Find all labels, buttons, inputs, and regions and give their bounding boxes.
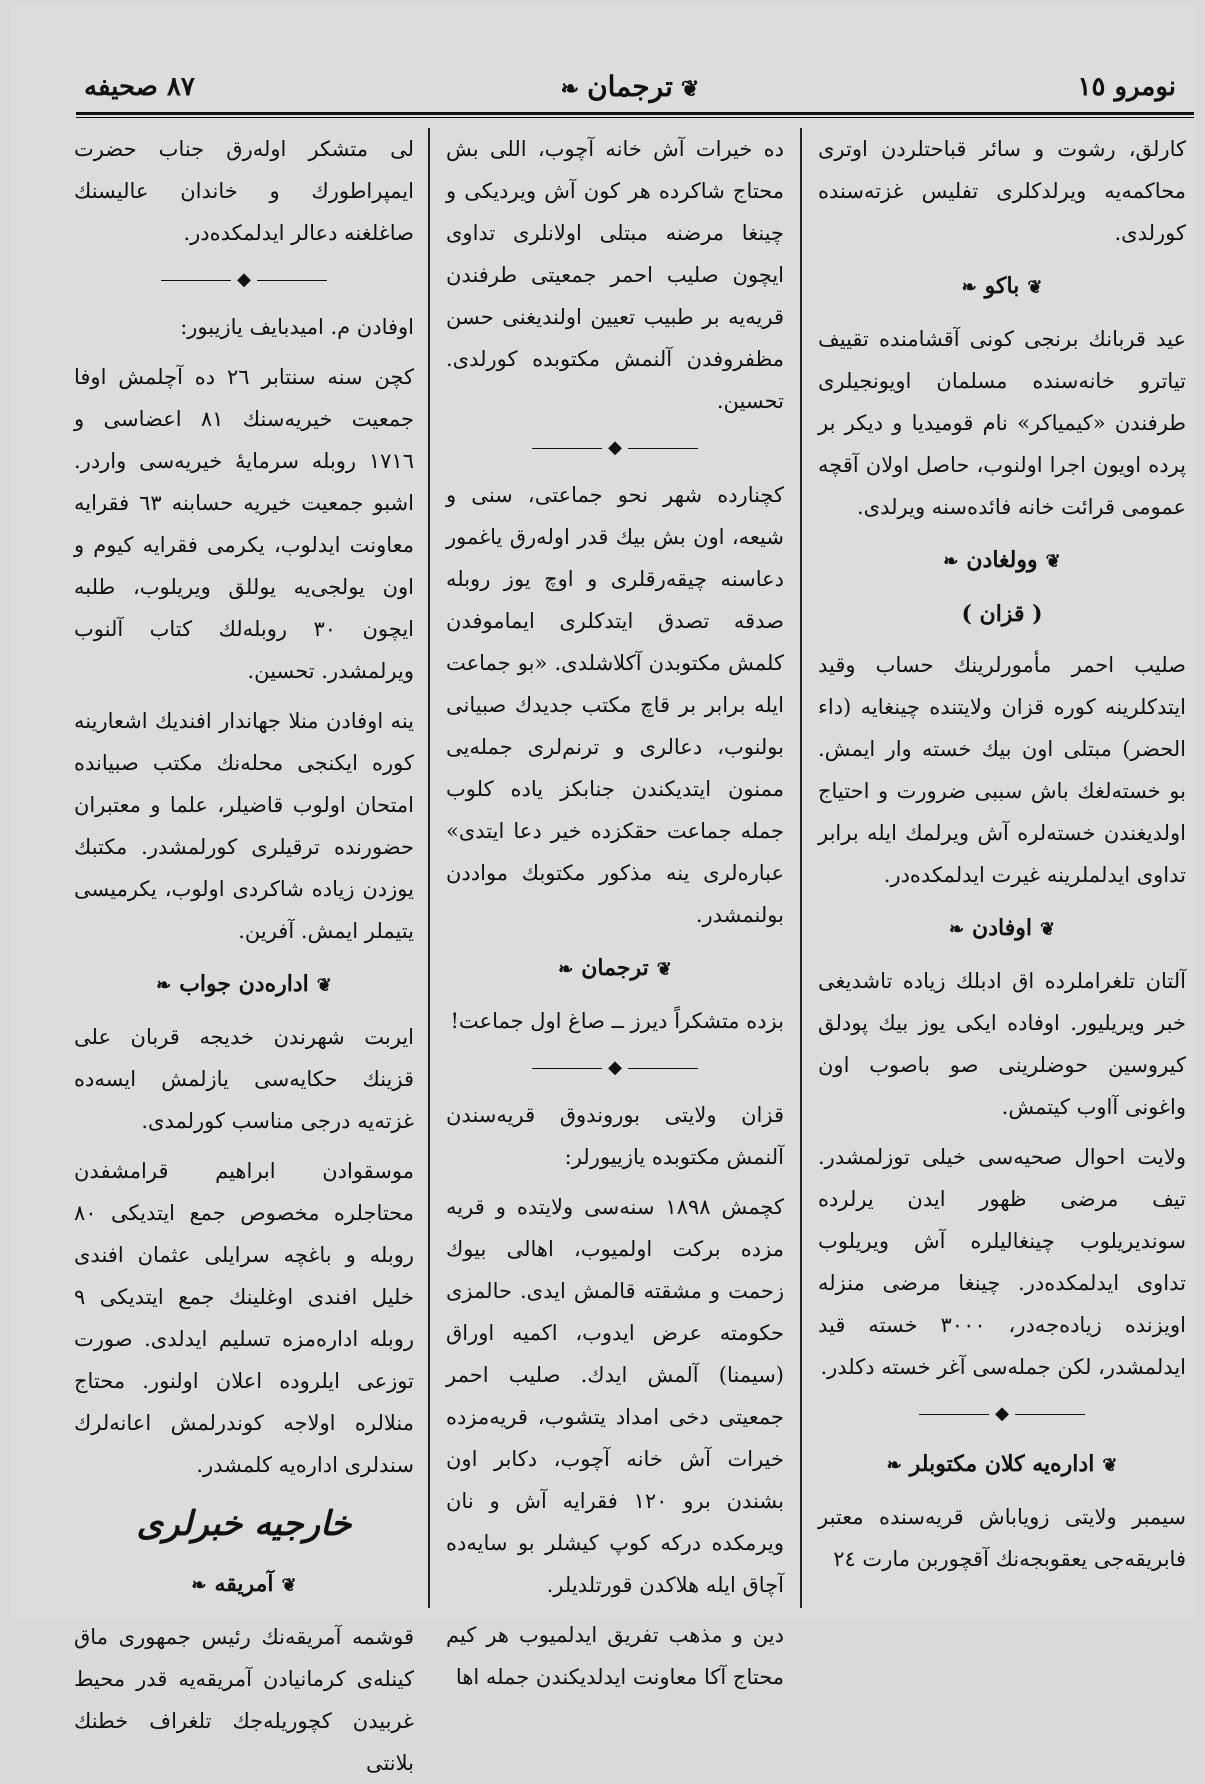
ornament-icon: ❦: [1045, 551, 1061, 572]
paragraph: ولايت احوال صحيه‌سى خيلى توزلمشدر. تيف مرضى ظهور ايدن يرلرده سونديريلوب چينغاليلره آش ويريلوب تداوى ايدلمكده‌در. چينغا مرضى منزله اويزنده زياده‌جه‌در، ٣٠٠٠ خسته قيد ايدلمشدر، لكن جمله‌سى آغر خسته دكلدر.: [818, 1145, 1186, 1379]
ornament-divider: ◆: [446, 430, 784, 466]
ornament-icon: ❧: [948, 919, 965, 940]
paragraph: كچن سنه سنتابر ٢٦ ده آچلمش اوفا جمعيت خيريه‌سنك ٨١ اعضاسى و ١٧١٦ روبله سرمايۀ خيريه‌سى واردر. اشبو جمعيت خيريه حسابنه ٦٣ فقرايه معاونت ايدلوب، يكرمى فقرايه كيوم و اون يولجى‌يه يوللق ويريلوب، طلبه ايچون ٣٠ روبله‌لك كتاب آلنوب ويرلمشدر. تحسين.: [74, 365, 415, 683]
column-divider: [428, 128, 430, 1608]
paragraph: موسقوادن ابراهيم قرامشفدن محتاجلره مخصوص جمع ايتديكى ٨٠ روبله و باغچه سرايلى عثمان افندى خليل افندى اوغلينك جمع ايتديكى ٩ روبله اداره‌مزه تسليم ايدلدى. صورت توزعى ايلروده اعلان اولنور. محتاج منلالره اولاجه كوندرلمش اعانه‌لرك سندلرى اداره‌يه كلمشدر.: [74, 1159, 414, 1477]
newspaper-page: [10, 6, 1195, 1775]
paragraph: لى متشكر اوله‌رق جناب حضرت ايمپراطورك و خاندان عاليسنك صاغلغنه دعالر ايدلمكده‌در.: [74, 137, 414, 245]
ornament-icon: ❦: [656, 959, 672, 980]
column-right: [818, 128, 1186, 1608]
ornament-icon: ❦: [1027, 277, 1043, 298]
ornament-divider: ◆: [74, 262, 414, 298]
paragraph: ده خيرات آش خانه آچوب، اللى بش محتاج شاكرده هر كون آش ويرديكى و چينغا مرضنه مبتلى اولانلرى تداوى ايچون صليب احمر جمعيتى طرفندن قريه‌يه بر طبيب تعيين اولنديغنى حسن مظفروفدن آلنمش مكتوبده كورلدى. تحسين.: [446, 137, 784, 413]
section-heading: ❦اوفادن❧: [948, 915, 1056, 941]
paragraph: اوفادن م. اميدبايف يازيبور:: [180, 315, 414, 339]
masthead-title: ترجمان: [587, 70, 673, 103]
section-heading: ❦وولغادن❧: [943, 547, 1061, 573]
section-heading: ❦باكو❧: [961, 273, 1043, 299]
paragraph: ايربت شهرندن خديجه قربان على قزينك حكايه‌سى يازلمش ايسه‌ده غزته‌يه درجى مناسب كورلمدى.: [74, 1025, 414, 1133]
paragraph: قزان ولايتى بوروندوق قريه‌سندن آلنمش مكتوبده يازييورلر:: [446, 1103, 784, 1169]
subheading: ( قزان ): [961, 601, 1043, 627]
section-heading: ❦ترجمان❧: [558, 955, 672, 981]
column-left: [74, 128, 415, 1775]
ornament-icon: ❧: [961, 277, 977, 298]
paragraph: سيمبر ولايتى زوياباش قريه‌سنده معتبر فابريقه‌جى يعقوبجه‌نك آقچوربن مارت ٢٤: [818, 1505, 1186, 1571]
header-rule: [76, 112, 1194, 115]
section-heading: ❦اداره‌يه كلان مكتوبلر❧: [886, 1451, 1118, 1477]
masthead: [70, 70, 1190, 103]
paragraph: صليب احمر مأمورلرينك حساب وقيد ايتدكلرينه كوره قزان ولايتنده چينغايه (داء الحضر) مبتلى اون بيك خسته وار ايمش. بو خسته‌لغك باش سببى ضرورت و احتياج اولديغندن خسته‌لره آش ويرلمك ايله برابر تداوى ايدلملرينه غيرت ايدلمكده‌در.: [818, 653, 1186, 887]
ornament-icon: ❦: [680, 76, 700, 102]
ornament-icon: ❧: [560, 76, 580, 102]
ornament-icon: ❧: [156, 975, 172, 996]
ornament-icon: ❧: [191, 1575, 207, 1596]
ornament-icon: ❦: [316, 975, 332, 996]
ornament-icon: ❦: [1039, 919, 1056, 940]
paragraph: كچنارده شهر نحو جماعتى، سنى و شيعه، اون بش بيك قدر اوله‌رق ياغمور دعاسنه چيقه‌رقلرى و اوچ يوز روبله صدقه تصدق ايتدكلرى ايماموفدن كلمش مكتوبدن آكلاشلدى. «بو جماعت ايله برابر بر قاچ مكتب جديدك صبيانى بولنوب، دعالرى و ترنم‌لرى جمله‌يى ممنون ايتديكندن جنابكز ياده كلوب جمله جماعت حقكزده خير دعا ايتدى» عباره‌لرى ينه مذكور مكتوبك مواددن بولنمشدر.: [446, 483, 784, 927]
section-title-foreign-news: خارجيه خبرلرى: [136, 1504, 352, 1544]
page-number: ٨٧ صحيفه: [84, 72, 195, 102]
ornament-icon: ❦: [1102, 1455, 1118, 1476]
issue-number: نومرو ١٥: [1077, 72, 1176, 102]
column-middle: [446, 128, 784, 1689]
paragraph: كچمش ١٨٩٨ سنه‌سى ولايتده و قريه مزده بركت اولميوب، اهالى بيوك زحمت و مشقته قالمش ايدى. حالمزى حكومته عرض ايدوب، اكميه اوراق (سيمنا) آلمش ايدك. صليب احمر جمعيتى دخى امداد يتشوب، قريه‌مزده خيرات آش خانه آچوب، دكابر اون بشندن برو ١٢٠ فقرايه آش و نان ويرمكده دركه كوپ كيشلر بو سايه‌ده آچاق ايله هلاكدن قورتلديلر.: [446, 1195, 784, 1597]
ornament-divider: ◆: [818, 1396, 1186, 1432]
ornament-icon: ❦: [281, 1575, 297, 1596]
ornament-icon: ❧: [943, 551, 959, 572]
paragraph: عيد قربانك برنجى كونى آقشامنده تقييف تياترو خانه‌سنده مسلمان اويونجيلرى طرفندن «كيمياكر» نام قوميديا و ديكر بر پرده اويون اجرا اولنوب، حاصل اولان آقچه عمومى قرائت خانه فائده‌سنه ويرلدى.: [818, 327, 1186, 519]
ornament-divider: ◆: [446, 1050, 784, 1086]
section-heading: ❦اداره‌دن جواب❧: [156, 971, 332, 997]
ornament-icon: ❧: [886, 1455, 902, 1476]
paragraph: قوشمه آمريقه‌نك رئيس جمهورى ماق كينله‌ى كرمانيادن آمريقه‌يه قدر محيط غربيدن كچوريله‌جك تلغراف خطنك بلانتى: [74, 1625, 414, 1775]
section-heading: ❦آمريقه❧: [191, 1571, 297, 1597]
paragraph: آلتان تلغراملرده اق ادبلك زياده تاشديغى خبر ويريليور. اوفاده ايكى يوز بيك پودلق كيروسين حوضلرينى صو باصوب اون واغونى آاوب كيتمش.: [818, 969, 1186, 1119]
ornament-icon: ❧: [558, 959, 574, 980]
paragraph: كارلق، رشوت و سائر قباحتلردن اوترى محاكمه‌يه ويرلدكلرى تفليس غزته‌سنده كورلدى.: [818, 137, 1186, 245]
column-divider: [800, 128, 802, 1608]
page-header: [70, 66, 1190, 112]
paragraph: ينه اوفادن منلا جهاندار افنديك اشعارينه كوره ايكنجى محله‌نك مكتب صبيانده امتحان اولوب قاضيلر، علما و معتبران حضورنده ترقيلرى كورلمشدر. مكتبك يوزدن زياده شاكردى اولوب، يكرميسى يتيملر ايمش. آفرين.: [74, 709, 414, 943]
paragraph: دين و مذهب تفريق ايدلميوب هر كيم محتاج آكا معاونت ايدلديكندن جمله اها: [446, 1623, 784, 1689]
paragraph: بزده متشكراً ديرز ــ صاغ اول جماعت!: [450, 1009, 784, 1033]
header-rule-thin: [76, 117, 1194, 118]
